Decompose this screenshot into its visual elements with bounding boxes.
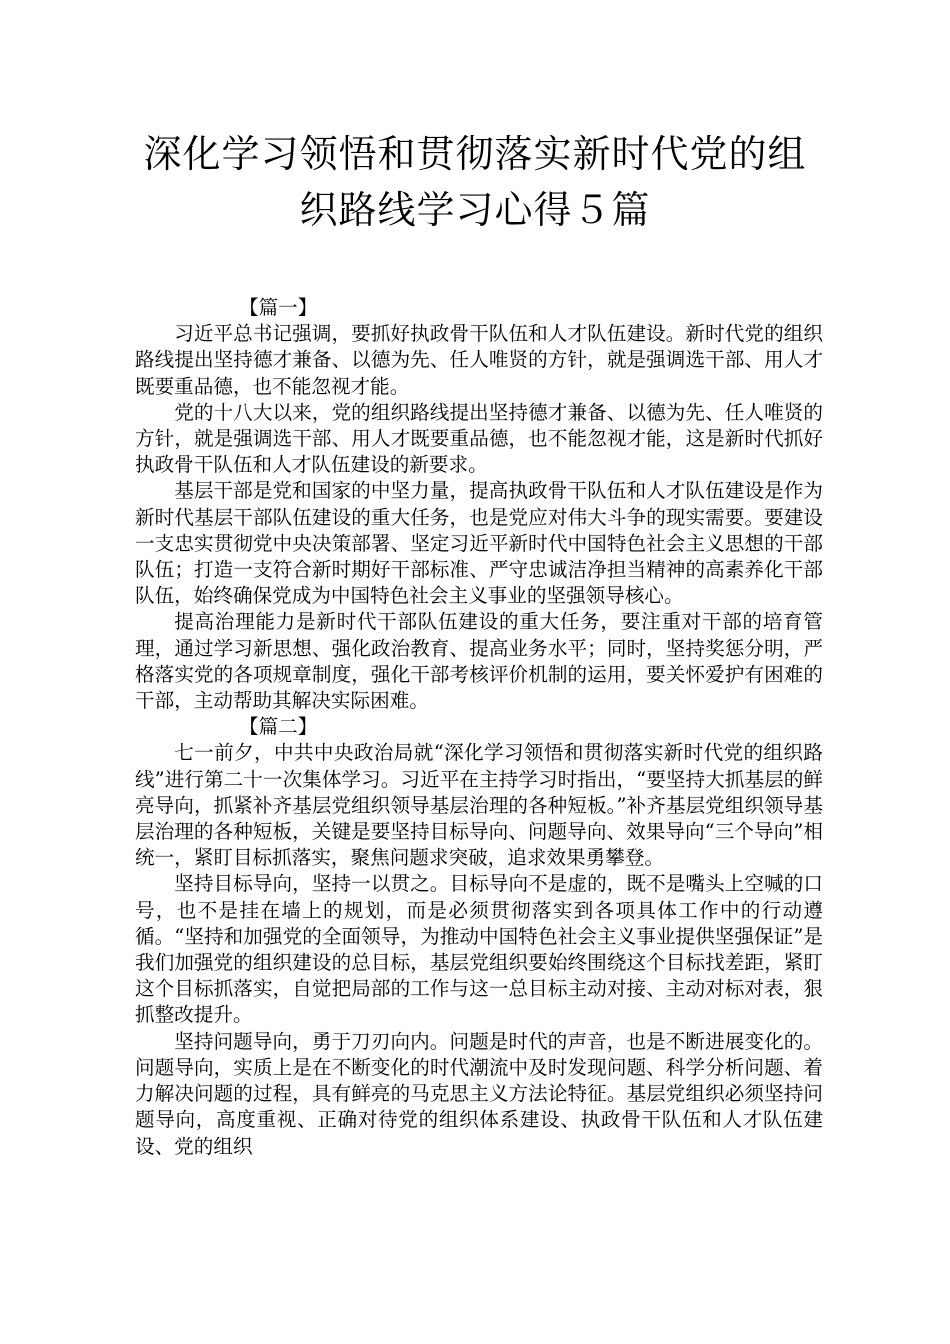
section-heading-1: 【篇一】 — [239, 296, 318, 319]
section-heading-2: 【篇二】 — [239, 715, 318, 739]
paragraph: 提高治理能力是新时代干部队伍建设的重大任务，要注重对干部的培育管理，通过学习新思想、强化政治教育、提高业务水平；同时，坚持奖惩分明，严格落实党的各项规章制度，强化干部考核评价机制的运用，要关怀爱护有困难的干部，主动帮助其解决实际困难。 — [135, 610, 823, 713]
title-line-2: 织路线学习心得５篇 — [299, 188, 651, 232]
paragraph: 七一前夕，中共中央政治局就“深化学习领悟和贯彻落实新时代党的组织路线”进行第二十一次集体学习。习近平在主持学习时指出，“要坚持大抓基层的鲜亮导向，抓紧补齐基层党组织领导基层治理的各种短板。”补齐基层党组织领导基层治理的各种短板，关键是要坚持目标导向、问题导向、效果导向“三个导向”相统一，紧盯目标抓落实，聚焦问题求突破，追求效果勇攀登。 — [135, 741, 823, 870]
title-line-1: 深化学习领悟和贯彻落实新时代党的组 — [143, 132, 807, 176]
paragraph: 坚持问题导向，勇于刀刃向内。问题是时代的声音，也是不断进展变化的。问题导向，实质上是在不断变化的时代潮流中及时发现问题、科学分析问题、着力解决问题的过程，具有鲜亮的马克思主义方法论特征。基层党组织必须坚持问题导向，高度重视、正确对待党的组织体系建设、执政骨干队伍和人才队伍建设、党的组织 — [135, 1029, 823, 1158]
paragraph: 基层干部是党和国家的中坚力量，提高执政骨干队伍和人才队伍建设是作为新时代基层干部队伍建设的重大任务，也是党应对伟大斗争的现实需要。要建设一支忠实贯彻党中央决策部署、坚定习近平新时代中国特色社会主义思想的干部队伍；打造一支符合新时期好干部标准、严守忠诚洁净担当精神的高素养化干部队伍，始终确保党成为中国特色社会主义事业的坚强领导核心。 — [135, 479, 823, 608]
paragraph: 习近平总书记强调，要抓好执政骨干队伍和人才队伍建设。新时代党的组织路线提出坚持德才兼备、以德为先、任人唯贤的方针，就是强调选干部、用人才既要重品德，也不能忽视才能。 — [135, 322, 823, 398]
paragraph: 坚持目标导向，坚持一以贯之。目标导向不是虚的，既不是嘴头上空喊的口号，也不是挂在墙上的规划，而是必须贯彻落实到各项具体工作中的行动遵循。“坚持和加强党的全面领导，为推动中国特色社会主义事业提供坚强保证”是我们加强党的组织建设的总目标，基层党组织要始终围绕这个目标找差距，紧盯这个目标抓落实，自觉把局部的工作与这一总目标主动对接、主动对标对表，狠抓整改提升。 — [135, 872, 823, 1027]
document-body — [135, 295, 823, 1160]
paragraph: 党的十八大以来，党的组织路线提出坚持德才兼备、以德为先、任人唯贤的方针，就是强调选干部、用人才既要重品德，也不能忽视才能，这是新时代抓好执政骨干队伍和人才队伍建设的新要求。 — [135, 400, 823, 477]
document-title — [100, 126, 850, 238]
